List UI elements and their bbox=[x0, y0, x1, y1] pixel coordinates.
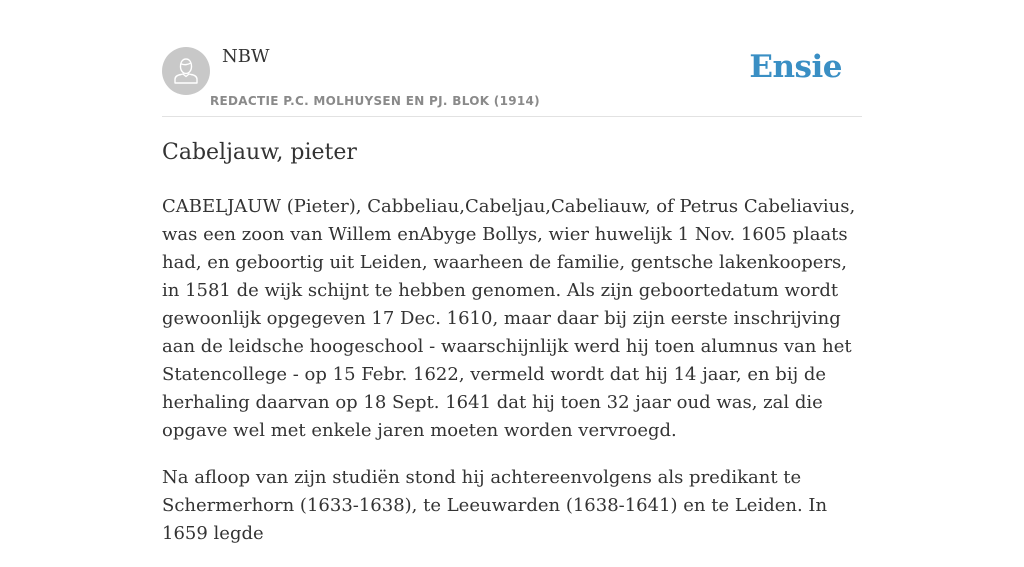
source-header bbox=[162, 0, 862, 117]
article-title: Cabeljauw, pieter bbox=[162, 140, 357, 165]
source-name[interactable]: NBW bbox=[222, 46, 270, 67]
source-subtitle: REDACTIE P.C. MOLHUYSEN EN PJ. BLOK (1914) bbox=[210, 94, 540, 108]
article-body bbox=[162, 193, 862, 567]
person-icon bbox=[162, 47, 210, 95]
article-paragraph: CABELJAUW (Pieter), Cabbeliau,Cabeljau,Cabeliauw, of Petrus Cabeliavius, was een zoon van Willem enAbyge Bollys, wier huwelijk 1 Nov. 1605 plaats had, en geboortig uit Leiden, waarheen de familie, gentsche lakenkoopers, in 1581 de wijk schijnt te hebben genomen. Als zijn geboortedatum wordt gewoonlijk opgegeven 17 Dec. 1610, maar daar bij zijn eerste inschrijving aan de leidsche hoogeschool - waarschijnlijk werd hij toen alumnus van het Statencollege - op 15 Febr. 1622, vermeld wordt dat hij 14 jaar, en bij de herhaling daarvan op 18 Sept. 1641 dat hij toen 32 jaar oud was, zal die opgave wel met enkele jaren moeten worden vervroegd. bbox=[162, 196, 856, 441]
ensie-logo[interactable]: Ensie bbox=[749, 49, 842, 85]
avatar[interactable] bbox=[162, 47, 210, 95]
article-paragraph: Na afloop van zijn studiën stond hij achtereenvolgens als predikant te Schermerhorn (1633-1638), te Leeuwarden (1638-1641) en te Leiden. In 1659 legde bbox=[162, 467, 828, 544]
